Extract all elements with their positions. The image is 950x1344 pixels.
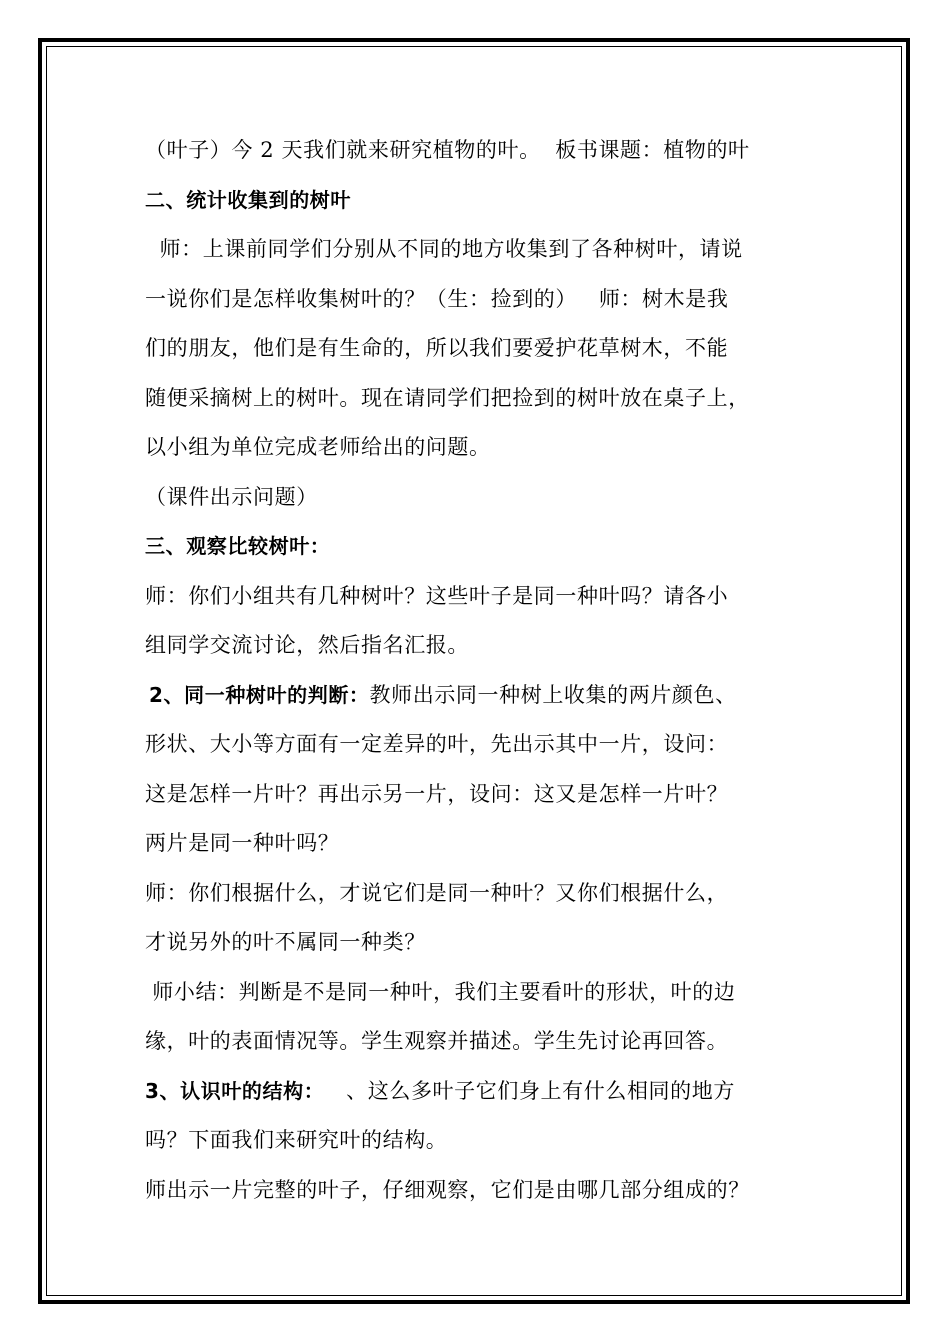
text-span: 、这么多叶子它们身上有什么相同的地方 <box>324 1078 735 1103</box>
text-line: 缘，叶的表面情况等。学生观察并描述。学生先讨论再回答。 <box>145 1029 729 1053</box>
text-line: 一说你们是怎样收集树叶的？（生：捡到的） 师：树木是我 <box>145 286 729 311</box>
document-body <box>145 130 835 1219</box>
section-heading: 二、统计收集到的树叶 <box>145 187 351 212</box>
text-line: 吗？下面我们来研究叶的结构。 <box>145 1128 448 1152</box>
text-line <box>145 675 835 725</box>
section-heading: 三、观察比较树叶： <box>145 534 331 558</box>
text-line: 师：你们根据什么，才说它们是同一种叶？又你们根据什么， <box>145 880 729 905</box>
text-line: 们的朋友，他们是有生命的，所以我们要爱护花草树木，不能 <box>145 336 729 360</box>
text-line: 师小结：判断是不是同一种叶，我们主要看叶的形状，叶的边 <box>145 979 736 1004</box>
text-line: 师：你们小组共有几种树叶？这些叶子是同一种叶吗？请各小 <box>145 583 729 608</box>
text-span: 教师出示同一种树上收集的两片颜色、 <box>369 682 737 707</box>
text-line: 两片是同一种叶吗？ <box>145 831 340 855</box>
text-line <box>145 1071 835 1121</box>
text-line: 随便采摘树上的树叶。现在请同学们把捡到的树叶放在桌子上， <box>145 385 750 410</box>
text-line: 师：上课前同学们分别从不同的地方收集到了各种树叶，请说 <box>145 237 743 261</box>
subsection-heading: 3、认识叶的结构： <box>145 1078 325 1103</box>
text-line: 这是怎样一片叶？再出示另一片，设问：这又是怎样一片叶？ <box>145 781 729 806</box>
text-line: 组同学交流讨论，然后指名汇报。 <box>145 633 469 657</box>
text-line: 才说另外的叶不属同一种类？ <box>145 930 426 954</box>
text-line: 形状、大小等方面有一定差异的叶，先出示其中一片，设问： <box>145 732 729 756</box>
text-line: （叶子）今 2 天我们就来研究植物的叶。 板书课题：植物的叶 <box>145 138 750 162</box>
text-line: 师出示一片完整的叶子，仔细观察，它们是由哪几部分组成的？ <box>145 1177 750 1202</box>
text-line: 以小组为单位完成老师给出的问题。 <box>145 435 491 459</box>
text-line: （课件出示问题） <box>145 484 318 509</box>
subsection-heading: 2、同一种树叶的判断： <box>149 682 370 707</box>
